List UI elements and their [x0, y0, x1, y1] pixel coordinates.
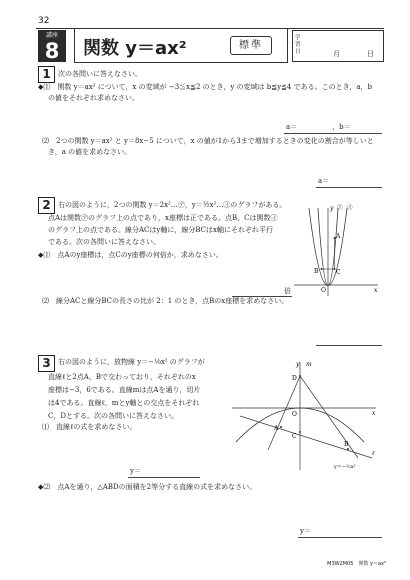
question-1-2-line2: き，a の値を求めなさい。 [48, 148, 132, 156]
question-2-cond-line2: のグラフ上の点である。線分ACはy軸に，線分BCはx軸にそれぞれ平行 [48, 226, 273, 234]
question-3-1-answer-label: y＝ [130, 467, 141, 475]
question-2-cond-line1: 点Aは関数㋐のグラフ上の点であり，x座標は正である。点B，Cは関数㋑ [48, 214, 278, 222]
question-1-1-line2: の値をそれぞれ求めなさい。 [48, 94, 139, 102]
q3-A-label: A [274, 425, 279, 432]
question-1-1-answer-label: a＝ ，b＝ [286, 123, 351, 131]
question-3-number: 3 [38, 355, 55, 372]
question-3-line4: は4である。直線ℓ，mとy軸との交点をそれぞれ [48, 399, 200, 407]
lesson-badge [38, 30, 66, 62]
study-date-label: 学習日 [295, 35, 301, 55]
lesson-label: 講座 [45, 32, 58, 39]
q3-C-label: C [292, 433, 297, 440]
q3-curve-label: y＝−⅑x² [334, 464, 356, 470]
question-2-intro: 右の図のように，2つの関数 y＝2x²…㋐，y＝½x²…㋑のグラフがある。 [58, 201, 287, 209]
q2-A-label: A [336, 233, 341, 240]
q3-line-l [240, 416, 372, 458]
q3-x-label: x [372, 410, 376, 417]
question-3-line2: 直線ℓと2点A，Bで交わっており，それぞれのx [48, 373, 196, 381]
footer-code: M3W2M05 関数 y＝ax² [327, 561, 386, 567]
q3-origin-label: O [292, 411, 297, 418]
q2-x-label: x [374, 287, 378, 294]
q3-B-label: B [344, 441, 349, 448]
page-title: 関数 y＝ax² [83, 38, 187, 59]
question-1-intro: 次の各問いに答えなさい。 [58, 70, 142, 78]
question-1-2-answer-label: a＝ [318, 177, 330, 185]
q3-line-DB [300, 376, 358, 458]
q2-point-B [321, 268, 323, 270]
question-3-1-text: ⑴ 直線ℓの式を求めなさい。 [42, 423, 137, 431]
question-3-2-text: ◆⑵ 点Aを通り，△ABDの面積を2等分する直線の式を求めなさい。 [38, 483, 257, 491]
question-2-1-unit: 倍 [284, 287, 291, 295]
question-3-2-answer-line [298, 537, 382, 538]
question-3-2-answer-label: y＝ [300, 527, 311, 535]
question-3-figure [228, 358, 382, 474]
q2-y-label: y [330, 205, 334, 212]
level-badge: 標準 [230, 36, 272, 55]
question-2-number: 2 [38, 197, 55, 214]
q3-point-C [299, 431, 301, 433]
q3-point-B [347, 448, 349, 450]
question-3-line1: 右の図のように，放物線 y＝−⅑x² のグラフが [58, 358, 205, 366]
question-2-1-text: ◆⑴ 点Aのy座標は，点Cのy座標の何倍か，求めなさい。 [38, 251, 223, 259]
q3-y-label: y [296, 361, 300, 368]
question-2-cond-line3: である。次の各問いに答えなさい。 [48, 238, 160, 246]
study-date-box [292, 30, 384, 62]
day-label: 日 [367, 50, 374, 58]
question-2-2-text: ⑵ 線分ACと線分BCの長さの比が 2：1 のとき，点Bのx座標を求めなさい。 [42, 297, 289, 305]
q2-curve-a-label: ㋐ [337, 205, 343, 211]
question-2-figure [290, 198, 384, 298]
question-3-1-answer-line [128, 477, 200, 478]
q2-B-label: B [314, 268, 319, 275]
q3-m-label: m [306, 361, 312, 368]
question-3-line5: C，Dとする。次の各問いに答えなさい。 [48, 412, 178, 420]
q3-point-D [299, 375, 301, 377]
lesson-number: 8 [44, 39, 60, 63]
q3-D-label: D [292, 375, 297, 382]
q2-curve-i-label: ㋑ [347, 205, 353, 211]
q3-point-A [280, 426, 282, 428]
question-1-2-line1: ⑵ 2つの関数 y＝ax² と y＝8x−5 について，x の値が1から3まで増加するときの変化の割合が等しいと [42, 137, 374, 145]
question-1-2-answer-line [316, 187, 382, 188]
q2-origin-label: O [321, 287, 326, 294]
page-number: 32 [38, 16, 50, 26]
q2-C-label: C [336, 269, 341, 276]
month-label: 月 [333, 50, 340, 58]
question-1-1-line1: ◆⑴ 関数 y＝ax² について，x の変域が −3≦x≦2 のとき，y の変域は b≦y≦4 である。このとき，a，b [38, 83, 372, 91]
q3-l-label: ℓ [372, 450, 375, 457]
question-3-line3: 座標は−3，6である。直線mは点Aを通り，切片 [48, 386, 201, 394]
question-1-1-answer-line [284, 133, 382, 134]
question-2-2-answer-line [316, 345, 382, 346]
question-1-number: 1 [38, 66, 55, 83]
